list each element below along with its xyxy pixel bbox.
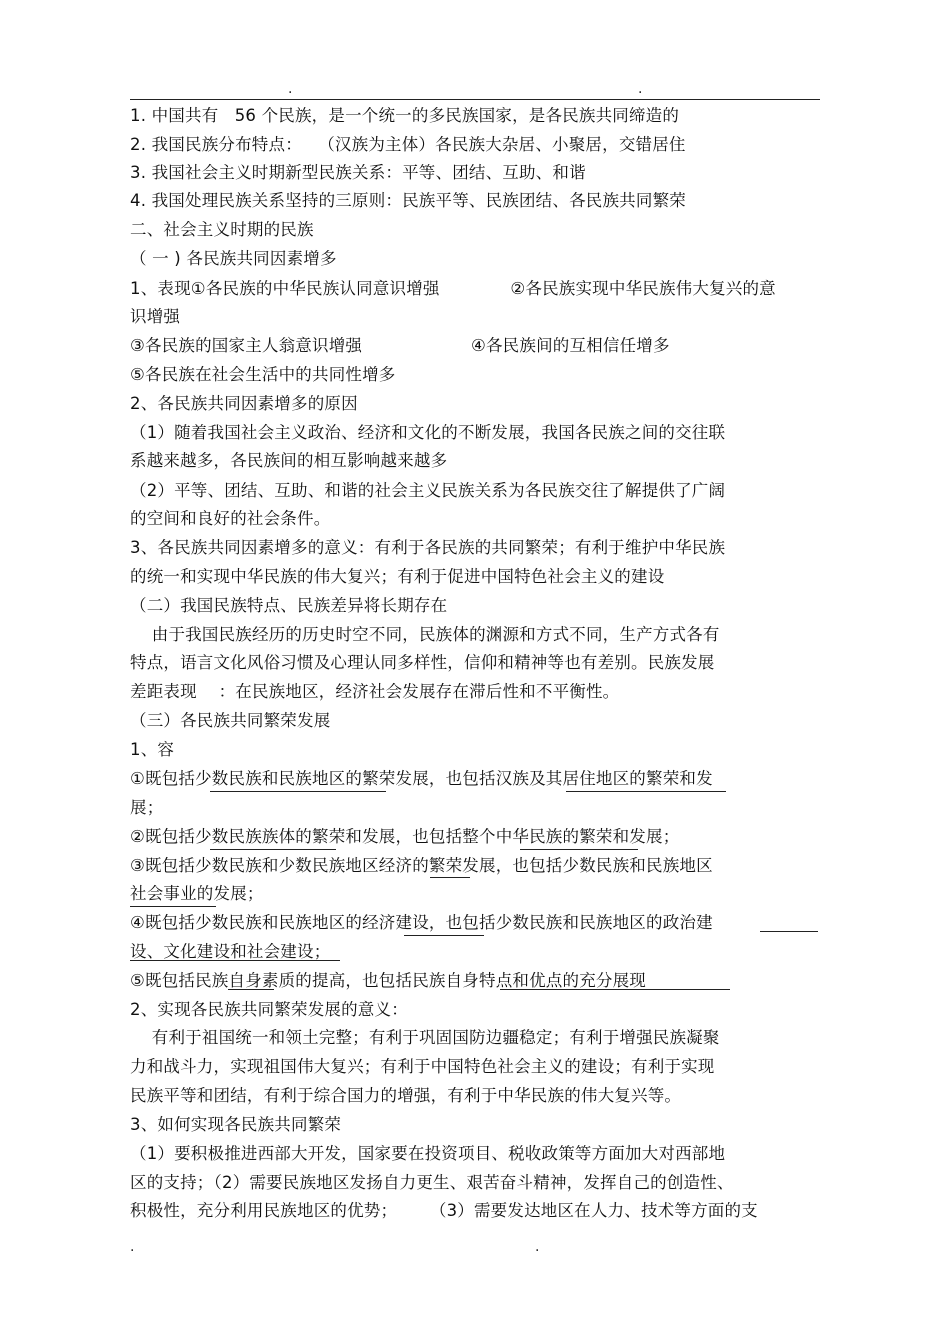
text-line: 的统一和实现中华民族的伟大复兴；有利于促进中国特色社会主义的建设 [130, 567, 665, 586]
underline-mark [566, 791, 726, 792]
text-line: 差距表现 ：在民族地区，经济社会发展存在滞后性和不平衡性。 [130, 682, 620, 701]
underline-mark [520, 849, 638, 850]
text-line: 特点，语言文化风俗习惯及心理认同多样性，信仰和精神等也有差别。民族发展 [130, 653, 715, 672]
text-line: ③各民族的国家主人翁意识增强 ④各民族间的互相信任增多 [130, 336, 670, 355]
underline-mark [210, 791, 386, 792]
text-line: 有利于祖国统一和领土完整；有利于巩固国防边疆稳定；有利于增强民族凝聚 [130, 1028, 720, 1047]
text-line: 力和战斗力，实现祖国伟大复兴；有利于中国特色社会主义的建设；有利于实现 [130, 1057, 715, 1076]
text-line: 系越来越多，各民族间的相互影响越来越多 [130, 451, 448, 470]
text-line: 4. 我国处理民族关系坚持的三原则：民族平等、民族团结、各民族共同繁荣 [130, 191, 686, 210]
footer-dot-left: . [130, 1239, 135, 1255]
text-line: 设、文化建设和社会建设； [130, 942, 331, 961]
text-line: （1）随着我国社会主义政治、经济和文化的不断发展，我国各民族之间的交往联 [130, 423, 726, 442]
text-line: ③既包括少数民族和少数民族地区经济的繁荣发展，也包括少数民族和民族地区 [130, 856, 713, 875]
text-line: 由于我国民族经历的历史时空不同，民族体的渊源和方式不同，生产方式各有 [130, 625, 720, 644]
text-line: 展； [130, 798, 164, 817]
underline-mark [210, 849, 336, 850]
text-line: 1、容 [130, 740, 175, 759]
text-line: ⑤既包括民族自身素质的提高，也包括民族自身特点和优点的充分展现 [130, 971, 646, 990]
underline-mark [404, 935, 484, 936]
underline-mark [760, 931, 818, 932]
text-line: 识增强 [130, 307, 181, 326]
subsection-heading: （二）我国民族特点、民族差异将长期存在 [130, 596, 448, 615]
underline-mark [500, 989, 730, 990]
footer-dot-right: . [535, 1239, 540, 1255]
text-line: （1）要积极推进西部大开发，国家要在投资项目、税收政策等方面加大对西部地 [130, 1144, 726, 1163]
underline-mark [228, 989, 274, 990]
text-line: 民族平等和团结，有利于综合国力的增强，有利于中华民族的伟大复兴等。 [130, 1086, 682, 1105]
text-line: 积极性，充分利用民族地区的优势； （3）需要发达地区在人力、技术等方面的支 [130, 1201, 758, 1220]
text-line: 2、各民族共同因素增多的原因 [130, 394, 358, 413]
text-line: 3、如何实现各民族共同繁荣 [130, 1115, 342, 1134]
text-line: 2. 我国民族分布特点： （汉族为主体）各民族大杂居、小聚居，交错居住 [130, 135, 686, 154]
text-line: 1、表现①各民族的中华民族认同意识增强 ②各民族实现中华民族伟大复兴的意 [130, 279, 776, 298]
subsection-heading: （三）各民族共同繁荣发展 [130, 711, 331, 730]
text-line: ②既包括少数民族族体的繁荣和发展，也包括整个中华民族的繁荣和发展； [130, 827, 680, 846]
text-line: ④既包括少数民族和民族地区的经济建设，也包括少数民族和民族地区的政治建 [130, 913, 713, 932]
text-line: 区的支持；（2）需要民族地区发扬自力更生、艰苦奋斗精神，发挥自己的创造性、 [130, 1173, 734, 1192]
underline-mark [130, 906, 216, 907]
text-line: ⑤各民族在社会生活中的共同性增多 [130, 365, 396, 384]
underline-mark [130, 960, 340, 961]
header-dot-left: . [288, 81, 293, 97]
text-line: 2、实现各民族共同繁荣发展的意义： [130, 1000, 408, 1019]
text-line: 社会事业的发展； [130, 884, 264, 903]
text-line: 1. 中国共有 56 个民族，是一个统一的多民族国家，是各民族共同缔造的 [130, 106, 680, 125]
text-line: （2）平等、团结、互助、和谐的社会主义民族关系为各民族交往了解提供了广阔 [130, 481, 726, 500]
subsection-heading: （ 一 ) 各民族共同因素增多 [130, 249, 337, 268]
section-heading: 二、社会主义时期的民族 [130, 220, 314, 239]
text-line: ①既包括少数民族和民族地区的繁荣发展，也包括汉族及其居住地区的繁荣和发 [130, 769, 713, 788]
underline-mark [430, 877, 470, 878]
text-line: 的空间和良好的社会条件。 [130, 509, 331, 528]
text-line: 3. 我国社会主义时期新型民族关系：平等、团结、互助、和谐 [130, 163, 586, 182]
text-line: 3、各民族共同因素增多的意义：有利于各民族的共同繁荣；有利于维护中华民族 [130, 538, 726, 557]
header-rule [130, 99, 820, 100]
header-dot-right: . [638, 81, 643, 97]
